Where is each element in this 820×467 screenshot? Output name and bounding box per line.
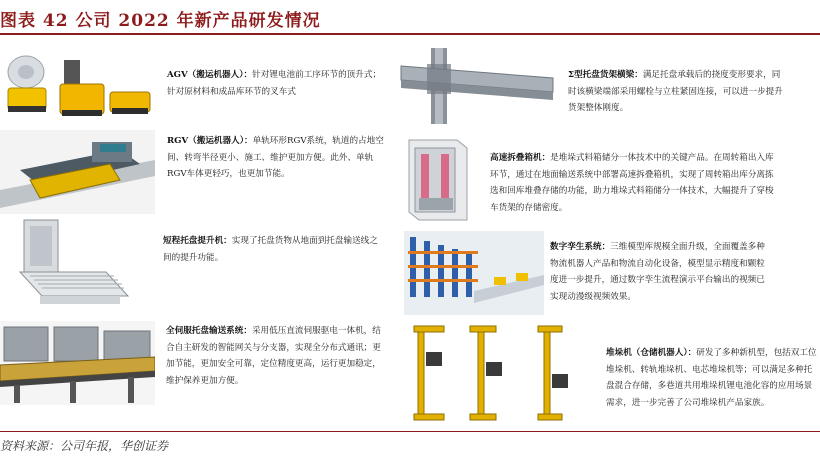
digital-twin-text: 三维模型库规模全面升级，全面覆盖多种物流机器人产品和物流自动化设备，模型显示精度和颗粒度进一步提升，通过数字孪生流程演示平台输出的视频已实现动漫级视频效果。 bbox=[550, 242, 765, 302]
stacking-machine-text: 是堆垛式料箱储分一体技术中的关键产品。在周转箱出入库环节，通过在地面输送系统中部署高速拆叠箱机，实现了周转箱出库分离拣选和回库堆叠存储的功能，助力堆垛式料箱储分一体技术，大幅提升了穿梭车货架的存储密度。 bbox=[490, 153, 774, 213]
figure-title: 图表 42 公司 2022 年新产品研发情况 bbox=[0, 11, 321, 31]
stacker-crane-name: 堆垛机（仓储机器人）： bbox=[606, 348, 697, 358]
sigma-beam-image bbox=[397, 44, 557, 128]
stacker-crane-text: 研发了多种新机型，包括双工位堆垛机、转轨堆垛机、电芯堆垛机等；可以满足多种托盘混合存储，多巷道共用堆垛机锂电池化容的应用场景需求，进一步完善了公司堆垛机产品家族。 bbox=[606, 348, 817, 408]
pallet-lift-description bbox=[163, 233, 378, 266]
title-rule bbox=[0, 33, 820, 35]
pallet-lift-text: 实现了托盘货物从地面到托盘输送线之间的提升功能。 bbox=[163, 236, 378, 263]
agv-image bbox=[0, 44, 155, 126]
stacker-crane-description bbox=[606, 345, 820, 411]
agv-name: AGV（搬运机器人）： bbox=[167, 70, 253, 80]
stacking-machine-description bbox=[490, 150, 780, 216]
stacking-machine-image bbox=[397, 134, 474, 226]
sigma-name: Σ型托盘货架横梁： bbox=[568, 70, 643, 80]
title-bar bbox=[0, 0, 820, 34]
source-note: 资料来源：公司年报，华创证券 bbox=[0, 439, 169, 453]
rgv-text: 单轨环形RGV系统，轨道的占地空间、转弯半径更小、施工、维护更加方便。此外、单轨RGV车体更轻巧，也更加节能。 bbox=[167, 136, 384, 179]
agv-description bbox=[167, 67, 387, 100]
stacking-machine-name: 高速拆叠箱机： bbox=[490, 153, 551, 163]
sigma-text: 满足托盘承载后的挠度变形要求，同时该横梁端部采用螺栓与立柱紧固连接，可以进一步提升货架整体刚度。 bbox=[568, 70, 783, 113]
pallet-lift-image bbox=[10, 216, 130, 316]
servo-conveyor-text: 采用低压直流伺服驱电一体机，结合自主研发的智能网关与分支器，实现全分布式通讯；更加节能，更加安全可靠，定位精度更高，运行更加稳定，维护保养更加方便。 bbox=[166, 326, 381, 386]
bottom-rule bbox=[0, 431, 820, 432]
sigma-description bbox=[568, 67, 788, 117]
servo-conveyor-description bbox=[166, 323, 382, 389]
digital-twin-name: 数字孪生系统： bbox=[550, 242, 611, 252]
digital-twin-description bbox=[550, 239, 770, 305]
digital-twin-image bbox=[404, 231, 544, 315]
agv-text: 针对锂电池前工序环节的顶升式；针对原材料和成品库环节的叉车式 bbox=[167, 70, 382, 97]
rgv-description bbox=[167, 133, 387, 183]
pallet-lift-name: 短程托盘提升机： bbox=[163, 236, 232, 246]
servo-conveyor-name: 全伺服托盘输送系统： bbox=[166, 326, 252, 336]
rgv-name: RGV（搬运机器人）： bbox=[167, 136, 253, 146]
stacker-crane-image bbox=[404, 322, 598, 424]
rgv-image bbox=[0, 130, 155, 214]
servo-conveyor-image bbox=[0, 321, 155, 405]
